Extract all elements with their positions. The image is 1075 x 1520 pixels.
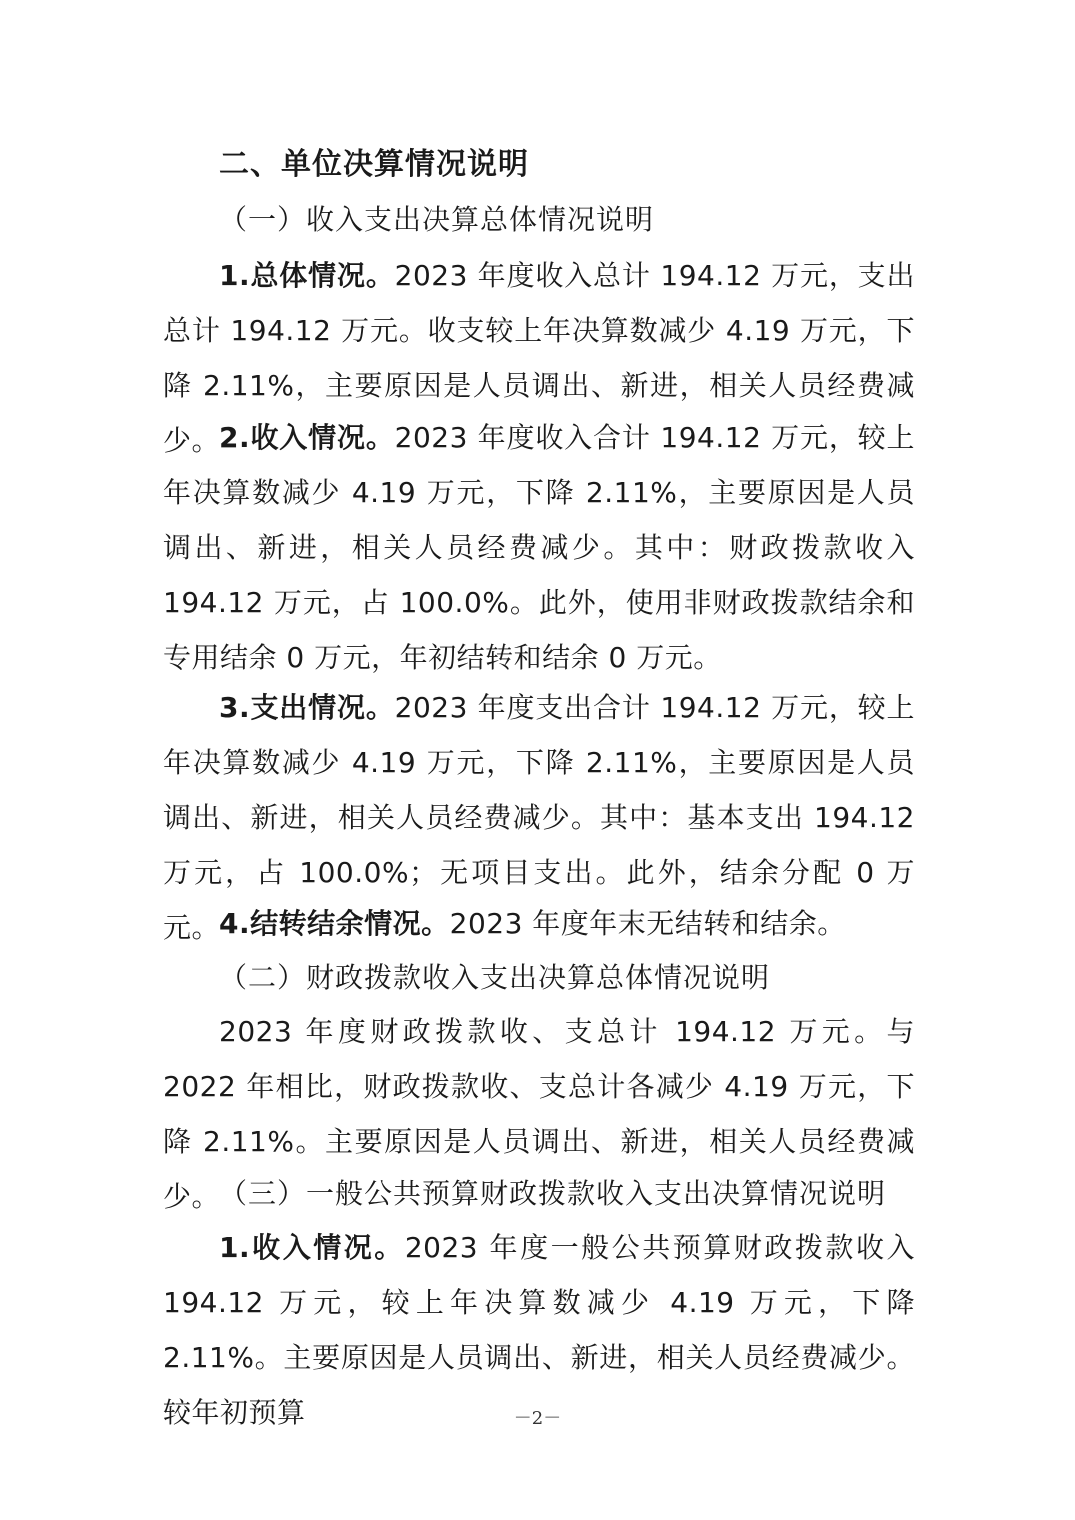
paragraph-fiscal-total: 2023 年度财政拨款收、支总计 194.12 万元。与 2022 年相比，财政拨款收、支总计各减少 4.19 万元，下降 2.11%。主要原因是人员调出、新进，相关人员经费减少。	[163, 1015, 915, 1213]
paragraph-carryover	[163, 896, 915, 951]
paragraph-label: 1.收入情况。	[219, 1231, 405, 1264]
paragraph-text: 2023 年度收入总计 194.12 万元，支出总计 194.12 万元。收支较上年决算数减少 4.19 万元，下降 2.11%，主要原因是人员调出、新进，相关人员经费减少。	[163, 259, 915, 457]
subsection-2-title: （二）财政拨款收入支出决算总体情况说明	[219, 961, 771, 994]
subsection-1-title: （一）收入支出决算总体情况说明	[219, 203, 655, 236]
paragraph-text: 2023 年度支出合计 194.12 万元，较上年决算数减少 4.19 万元，下降 2.11%，主要原因是人员调出、新进，相关人员经费减少。其中：基本支出 194.12 万元，占 100.0%；无项目支出。此外，结余分配 0 万元。	[163, 691, 915, 944]
section-title: 二、单位决算情况说明	[219, 147, 529, 182]
paragraph-text: 2023 年度年末无结转和结余。	[449, 907, 846, 940]
paragraph-income	[163, 410, 915, 685]
paragraph-text: 2023 年度收入合计 194.12 万元，较上年决算数减少 4.19 万元，下降 2.11%，主要原因是人员调出、新进，相关人员经费减少。其中：财政拨款收入 194.12 万元，占 100.0%。此外，使用非财政拨款结余和专用结余 0 万元，年初结转和结余 0 万元。	[163, 421, 915, 674]
paragraph-label: 3.支出情况。	[219, 691, 395, 724]
paragraph-label: 1.总体情况。	[219, 259, 395, 292]
page-number: －2－	[513, 1408, 562, 1429]
paragraph-label: 2.收入情况。	[219, 421, 395, 454]
paragraph-label: 4.结转结余情况。	[219, 907, 450, 940]
subsection-3-title: （三）一般公共预算财政拨款收入支出决算情况说明	[219, 1177, 887, 1210]
paragraph-text: 2023 年度一般公共预算财政拨款收入 194.12 万元，较上年决算数减少 4.19 万元，下降 2.11%。主要原因是人员调出、新进，相关人员经费减少。较年初预算	[163, 1231, 915, 1429]
